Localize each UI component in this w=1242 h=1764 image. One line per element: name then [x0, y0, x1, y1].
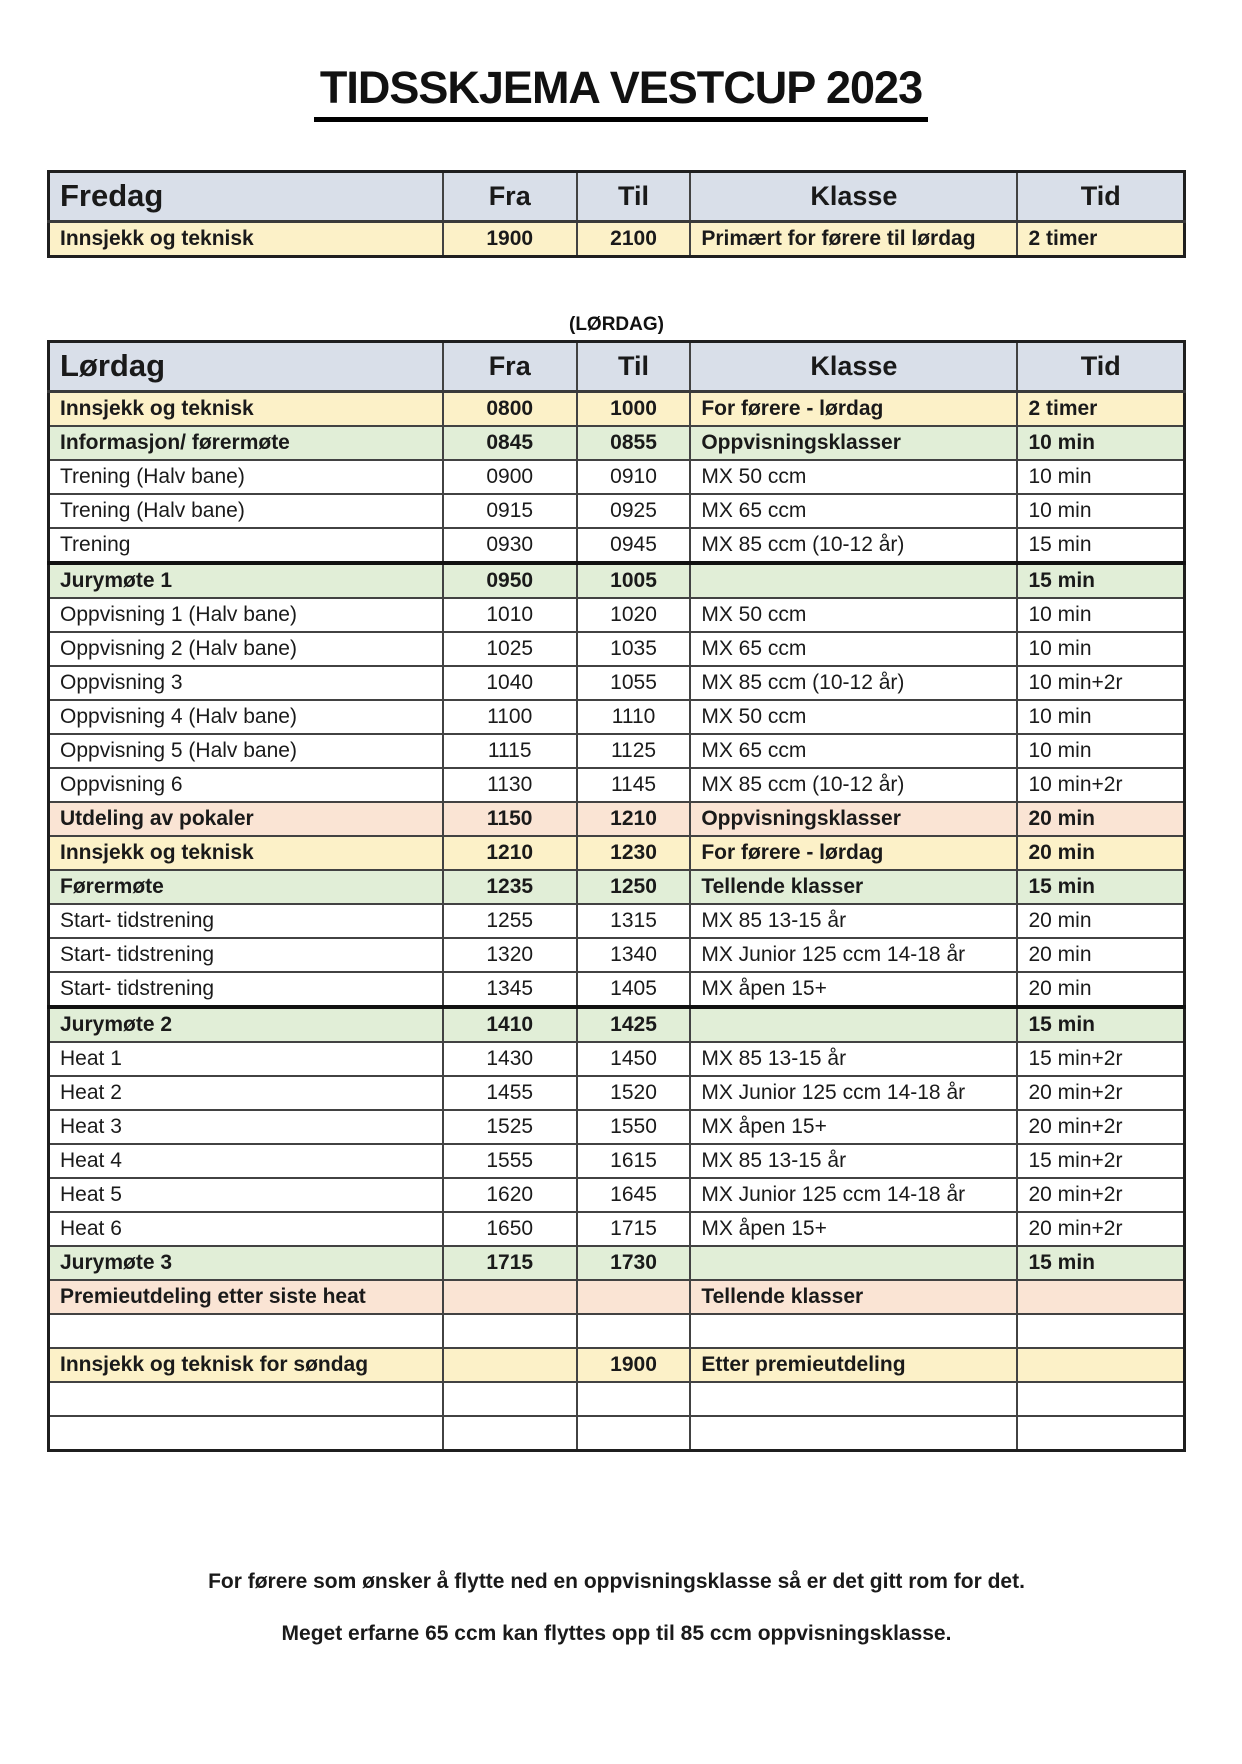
schedule-row	[49, 460, 1185, 494]
schedule-row	[49, 836, 1185, 870]
activity-cell: Start- tidstrening	[49, 904, 443, 938]
activity-cell: Innsjekk og teknisk for søndag	[49, 1348, 443, 1382]
schedule-row	[49, 563, 1185, 598]
tid-cell: 2 timer	[1017, 392, 1184, 427]
schedule-row	[49, 666, 1185, 700]
content	[47, 170, 1186, 1452]
klasse-cell: MX Junior 125 ccm 14-18 år	[690, 1178, 1017, 1212]
activity-cell: Heat 2	[49, 1076, 443, 1110]
fra-cell: 1715	[443, 1246, 577, 1280]
activity-cell: Jurymøte 3	[49, 1246, 443, 1280]
klasse-cell: Tellende klasser	[690, 1280, 1017, 1314]
klasse-cell: Etter premieutdeling	[690, 1348, 1017, 1382]
klasse-cell: MX 50 ccm	[690, 598, 1017, 632]
fra-cell: 1115	[443, 734, 577, 768]
klasse-cell: MX 85 13-15 år	[690, 904, 1017, 938]
til-cell: 1250	[577, 870, 691, 904]
fra-cell: 0930	[443, 528, 577, 563]
friday-header-row	[49, 172, 1185, 222]
fra-cell: 1900	[443, 222, 577, 257]
tid-cell: 20 min+2r	[1017, 1178, 1184, 1212]
til-cell: 0925	[577, 494, 691, 528]
klasse-cell: MX åpen 15+	[690, 972, 1017, 1007]
schedule-row	[49, 392, 1185, 427]
activity-cell: Oppvisning 2 (Halv bane)	[49, 632, 443, 666]
tid-cell: 20 min	[1017, 904, 1184, 938]
tid-cell: 10 min	[1017, 734, 1184, 768]
saturday-caption: (LØRDAG)	[569, 314, 664, 335]
fra-cell: 0800	[443, 392, 577, 427]
column-header-tid: Tid	[1017, 342, 1184, 392]
schedule-row	[49, 700, 1185, 734]
activity-cell	[49, 1314, 443, 1348]
til-cell: 1340	[577, 938, 691, 972]
fra-cell: 1040	[443, 666, 577, 700]
til-cell: 1035	[577, 632, 691, 666]
til-cell: 1055	[577, 666, 691, 700]
fra-cell: 1430	[443, 1042, 577, 1076]
til-cell: 1005	[577, 563, 691, 598]
tid-cell: 15 min	[1017, 528, 1184, 563]
activity-cell: Heat 5	[49, 1178, 443, 1212]
tid-cell: 20 min+2r	[1017, 1110, 1184, 1144]
activity-cell: Trening (Halv bane)	[49, 494, 443, 528]
schedule-row	[49, 1110, 1185, 1144]
fra-cell: 0900	[443, 460, 577, 494]
klasse-cell	[690, 1382, 1017, 1416]
til-cell	[577, 1416, 691, 1451]
schedule-row	[49, 426, 1185, 460]
activity-cell: Heat 1	[49, 1042, 443, 1076]
klasse-cell: MX 85 ccm (10-12 år)	[690, 528, 1017, 563]
til-cell: 0910	[577, 460, 691, 494]
klasse-cell: Tellende klasser	[690, 870, 1017, 904]
activity-cell: Heat 4	[49, 1144, 443, 1178]
schedule-row	[49, 1280, 1185, 1314]
activity-cell: Oppvisning 6	[49, 768, 443, 802]
til-cell: 1715	[577, 1212, 691, 1246]
tid-cell: 10 min	[1017, 494, 1184, 528]
til-cell: 1425	[577, 1007, 691, 1042]
activity-cell: Heat 3	[49, 1110, 443, 1144]
klasse-cell	[690, 1416, 1017, 1451]
column-header-til: Til	[577, 342, 691, 392]
til-cell: 0945	[577, 528, 691, 563]
til-cell: 1450	[577, 1042, 691, 1076]
schedule-row	[49, 972, 1185, 1007]
tid-cell: 15 min+2r	[1017, 1042, 1184, 1076]
schedule-row	[49, 1178, 1185, 1212]
friday-table-body	[49, 172, 1185, 257]
fra-cell: 1555	[443, 1144, 577, 1178]
fra-cell: 1235	[443, 870, 577, 904]
til-cell: 0855	[577, 426, 691, 460]
til-cell	[577, 1382, 691, 1416]
fra-cell	[443, 1280, 577, 1314]
til-cell: 1020	[577, 598, 691, 632]
activity-cell: Heat 6	[49, 1212, 443, 1246]
fra-cell	[443, 1416, 577, 1451]
activity-cell: Trening	[49, 528, 443, 563]
fra-cell: 1210	[443, 836, 577, 870]
friday-day-header-cell: Fredag	[49, 172, 443, 222]
tid-cell: 15 min	[1017, 870, 1184, 904]
klasse-cell: MX 65 ccm	[690, 494, 1017, 528]
til-cell: 1615	[577, 1144, 691, 1178]
schedule-row	[49, 528, 1185, 563]
tid-cell: 15 min	[1017, 563, 1184, 598]
column-header-klasse: Klasse	[690, 342, 1017, 392]
activity-cell: Utdeling av pokaler	[49, 802, 443, 836]
saturday-table-body	[49, 342, 1185, 1451]
til-cell: 1230	[577, 836, 691, 870]
schedule-row	[49, 1042, 1185, 1076]
schedule-row	[49, 938, 1185, 972]
fra-cell: 1255	[443, 904, 577, 938]
activity-cell: Oppvisning 5 (Halv bane)	[49, 734, 443, 768]
friday-table	[47, 170, 1186, 258]
schedule-row	[49, 802, 1185, 836]
klasse-cell: Oppvisningsklasser	[690, 802, 1017, 836]
tid-cell: 10 min	[1017, 700, 1184, 734]
fra-cell: 1455	[443, 1076, 577, 1110]
klasse-cell: For førere - lørdag	[690, 392, 1017, 427]
klasse-cell: Oppvisningsklasser	[690, 426, 1017, 460]
tid-cell: 20 min	[1017, 972, 1184, 1007]
tid-cell	[1017, 1280, 1184, 1314]
activity-cell: Innsjekk og teknisk	[49, 222, 443, 257]
schedule-row	[49, 1348, 1185, 1382]
schedule-row	[49, 1382, 1185, 1416]
fra-cell: 1320	[443, 938, 577, 972]
klasse-cell: MX 85 ccm (10-12 år)	[690, 768, 1017, 802]
schedule-row	[49, 904, 1185, 938]
activity-cell: Start- tidstrening	[49, 938, 443, 972]
saturday-table	[47, 340, 1186, 1452]
footer-note-1: For førere som ønsker å flytte ned en oppvisningsklasse så er det gitt rom for det.	[208, 1570, 1025, 1593]
activity-cell	[49, 1416, 443, 1451]
schedule-row	[49, 1007, 1185, 1042]
activity-cell: Oppvisning 1 (Halv bane)	[49, 598, 443, 632]
activity-cell: Jurymøte 2	[49, 1007, 443, 1042]
klasse-cell: MX 85 13-15 år	[690, 1144, 1017, 1178]
til-cell: 1315	[577, 904, 691, 938]
klasse-cell	[690, 563, 1017, 598]
klasse-cell: MX 85 ccm (10-12 år)	[690, 666, 1017, 700]
tid-cell	[1017, 1348, 1184, 1382]
activity-cell: Informasjon/ førermøte	[49, 426, 443, 460]
tid-cell: 2 timer	[1017, 222, 1184, 257]
fra-cell: 1010	[443, 598, 577, 632]
column-header-fra: Fra	[443, 172, 577, 222]
title-wrap	[0, 0, 1242, 122]
klasse-cell: For førere - lørdag	[690, 836, 1017, 870]
fra-cell: 0950	[443, 563, 577, 598]
klasse-cell: MX 50 ccm	[690, 700, 1017, 734]
activity-cell: Oppvisning 4 (Halv bane)	[49, 700, 443, 734]
fra-cell	[443, 1314, 577, 1348]
tid-cell: 15 min	[1017, 1007, 1184, 1042]
tid-cell: 20 min+2r	[1017, 1212, 1184, 1246]
activity-cell: Førermøte	[49, 870, 443, 904]
schedule-row	[49, 222, 1185, 257]
activity-cell: Jurymøte 1	[49, 563, 443, 598]
til-cell: 1145	[577, 768, 691, 802]
schedule-row	[49, 1212, 1185, 1246]
klasse-cell: MX Junior 125 ccm 14-18 år	[690, 938, 1017, 972]
schedule-row	[49, 494, 1185, 528]
tid-cell: 20 min+2r	[1017, 1076, 1184, 1110]
klasse-cell: MX åpen 15+	[690, 1110, 1017, 1144]
footer	[47, 1570, 1186, 1646]
klasse-cell: MX åpen 15+	[690, 1212, 1017, 1246]
tid-cell: 20 min	[1017, 802, 1184, 836]
klasse-cell	[690, 1314, 1017, 1348]
til-cell: 1000	[577, 392, 691, 427]
schedule-row	[49, 768, 1185, 802]
tid-cell: 15 min	[1017, 1246, 1184, 1280]
fra-cell: 1525	[443, 1110, 577, 1144]
activity-cell: Trening (Halv bane)	[49, 460, 443, 494]
fra-cell	[443, 1382, 577, 1416]
schedule-row	[49, 1246, 1185, 1280]
fra-cell: 0915	[443, 494, 577, 528]
fra-cell: 1130	[443, 768, 577, 802]
saturday-header-row	[49, 342, 1185, 392]
fra-cell: 1650	[443, 1212, 577, 1246]
fra-cell: 1025	[443, 632, 577, 666]
fra-cell: 1150	[443, 802, 577, 836]
til-cell: 1405	[577, 972, 691, 1007]
footer-note-2: Meget erfarne 65 ccm kan flyttes opp til 85 ccm oppvisningsklasse.	[281, 1622, 952, 1645]
tid-cell: 10 min	[1017, 632, 1184, 666]
activity-cell	[49, 1382, 443, 1416]
schedule-row	[49, 1314, 1185, 1348]
fra-cell: 1100	[443, 700, 577, 734]
til-cell: 1550	[577, 1110, 691, 1144]
activity-cell: Innsjekk og teknisk	[49, 836, 443, 870]
klasse-cell: Primært for førere til lørdag	[690, 222, 1017, 257]
tid-cell: 20 min	[1017, 938, 1184, 972]
til-cell: 1125	[577, 734, 691, 768]
tid-cell: 10 min+2r	[1017, 768, 1184, 802]
fra-cell	[443, 1348, 577, 1382]
schedule-row	[49, 1076, 1185, 1110]
til-cell	[577, 1314, 691, 1348]
til-cell: 2100	[577, 222, 691, 257]
klasse-cell	[690, 1007, 1017, 1042]
fra-cell: 1345	[443, 972, 577, 1007]
tid-cell	[1017, 1314, 1184, 1348]
tid-cell	[1017, 1382, 1184, 1416]
til-cell: 1900	[577, 1348, 691, 1382]
tid-cell: 10 min	[1017, 460, 1184, 494]
tid-cell: 10 min+2r	[1017, 666, 1184, 700]
tid-cell: 10 min	[1017, 598, 1184, 632]
til-cell	[577, 1280, 691, 1314]
til-cell: 1210	[577, 802, 691, 836]
klasse-cell: MX 85 13-15 år	[690, 1042, 1017, 1076]
column-header-fra: Fra	[443, 342, 577, 392]
fra-cell: 0845	[443, 426, 577, 460]
column-header-til: Til	[577, 172, 691, 222]
tid-cell: 20 min	[1017, 836, 1184, 870]
schedule-row	[49, 632, 1185, 666]
fra-cell: 1620	[443, 1178, 577, 1212]
klasse-cell: MX 65 ccm	[690, 632, 1017, 666]
column-header-klasse: Klasse	[690, 172, 1017, 222]
klasse-cell: MX 65 ccm	[690, 734, 1017, 768]
column-header-tid: Tid	[1017, 172, 1184, 222]
fra-cell: 1410	[443, 1007, 577, 1042]
schedule-row	[49, 1416, 1185, 1451]
til-cell: 1645	[577, 1178, 691, 1212]
tid-cell	[1017, 1416, 1184, 1451]
schedule-row	[49, 734, 1185, 768]
schedule-row	[49, 870, 1185, 904]
schedule-row	[49, 1144, 1185, 1178]
klasse-cell: MX 50 ccm	[690, 460, 1017, 494]
activity-cell: Start- tidstrening	[49, 972, 443, 1007]
klasse-cell	[690, 1246, 1017, 1280]
klasse-cell: MX Junior 125 ccm 14-18 år	[690, 1076, 1017, 1110]
schedule-row	[49, 598, 1185, 632]
activity-cell: Premieutdeling etter siste heat	[49, 1280, 443, 1314]
til-cell: 1520	[577, 1076, 691, 1110]
til-cell: 1730	[577, 1246, 691, 1280]
til-cell: 1110	[577, 700, 691, 734]
saturday-day-header-cell: Lørdag	[49, 342, 443, 392]
tid-cell: 15 min+2r	[1017, 1144, 1184, 1178]
page-title: TIDSSKJEMA VESTCUP 2023	[314, 62, 928, 122]
tid-cell: 10 min	[1017, 426, 1184, 460]
activity-cell: Innsjekk og teknisk	[49, 392, 443, 427]
activity-cell: Oppvisning 3	[49, 666, 443, 700]
